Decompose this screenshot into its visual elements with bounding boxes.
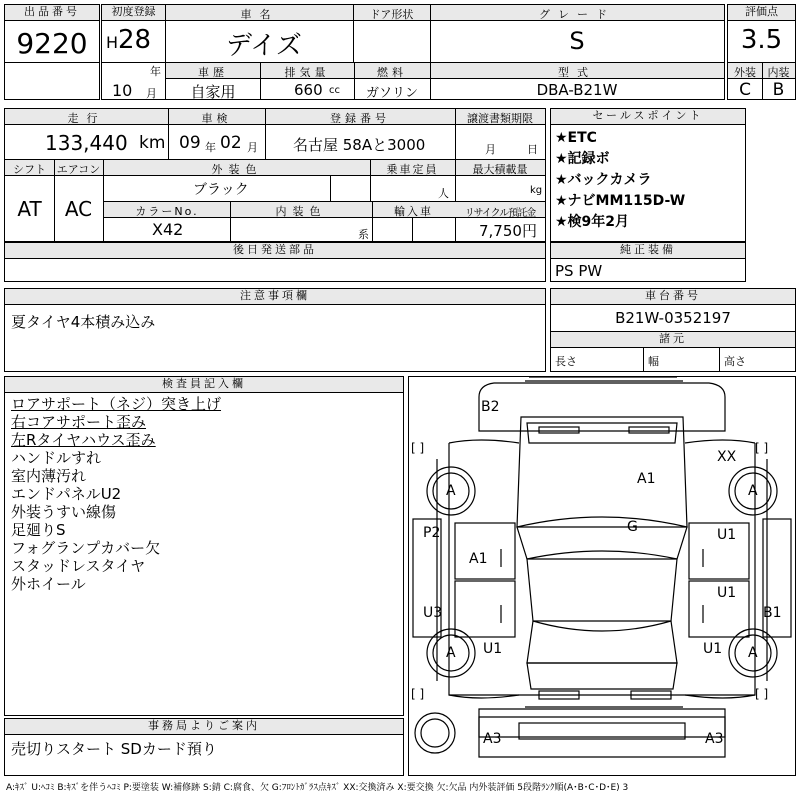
exterior-color-label: 外装色 [211, 163, 263, 176]
label-a-rear-left: A [446, 645, 456, 661]
label-u1-right-bottom: U1 [703, 641, 723, 657]
chassis-title: 車台番号 [551, 289, 795, 305]
mileage-unit: km [139, 133, 166, 153]
inspector-line: フォグランプカバー欠 [11, 539, 161, 557]
label-u1-right-front: U1 [717, 527, 737, 543]
history: 自家用 [190, 83, 236, 101]
specs-title: 諸元 [551, 332, 795, 348]
era: H [106, 33, 119, 52]
inspector-line: ロアサポート（ネジ）突き上げ [11, 395, 222, 413]
insp-month: 02 [220, 133, 242, 153]
inspector-line: 足廻りS [11, 521, 66, 539]
chassis-box [550, 288, 796, 372]
bracket-rear-right: [ ] [755, 687, 769, 701]
inspector-box [4, 376, 404, 716]
car-outline [409, 377, 795, 775]
label-a1-left: A1 [469, 551, 488, 567]
mileage-label: 走行 [67, 112, 106, 125]
office-value: 売切りスタート SDカード預り [11, 740, 217, 758]
inspector-line: 外装うすい線傷 [11, 503, 117, 521]
bracket-right: [ ] [755, 441, 769, 455]
loading-unit: kg [530, 185, 543, 196]
header-block [4, 4, 796, 104]
label-p2: P2 [423, 525, 441, 541]
door-label: ドア形状 [369, 8, 414, 21]
exterior-color: ブラック [193, 182, 249, 198]
first-reg-box [101, 4, 166, 100]
inspector-line: スタッドレスタイヤ [11, 557, 146, 575]
model: DBA-B21W [536, 81, 618, 99]
shift: AT [17, 197, 42, 221]
width-label: 幅 [648, 355, 659, 368]
reg-no-label: 登録番号 [330, 112, 390, 125]
displacement-label: 排気量 [284, 66, 330, 79]
transfer-label: 譲渡書類期限 [467, 112, 533, 125]
label-a3-left: A3 [483, 731, 502, 747]
office-title: 事務局よりご案内 [5, 719, 403, 735]
sales-point-item: ★検9年2月 [555, 214, 630, 230]
office-box [4, 718, 404, 776]
sales-point-item: ★ETC [555, 130, 597, 146]
insp-year-unit: 年 [205, 141, 216, 154]
inspector-line: 左Rタイヤハウス歪み [11, 431, 156, 449]
vehicle-detail-grid [4, 108, 546, 242]
mileage: 133,440 [45, 131, 128, 155]
transfer-day-unit: 日 [527, 143, 538, 156]
notes-title: 注意事項欄 [5, 289, 545, 305]
ac: AC [64, 197, 93, 221]
genuine-title: 純正装備 [551, 243, 745, 259]
genuine-box [550, 242, 746, 282]
notes-value: 夏タイヤ4本積み込み [11, 313, 156, 331]
label-u1-left-rear: U1 [483, 641, 503, 657]
capacity-unit: 人 [438, 187, 449, 200]
label-u3: U3 [423, 605, 443, 621]
sales-points-title: セールスポイント [551, 109, 745, 125]
insp-month-unit: 月 [247, 141, 258, 154]
exterior-grade: C [739, 80, 751, 100]
sales-point-item: ★バックカメラ [555, 172, 652, 188]
reg-no: 名古屋 58Aと3000 [293, 136, 426, 154]
bracket-rear-left: [ ] [411, 687, 425, 701]
capacity-label: 乗車定員 [386, 163, 439, 176]
inspector-title: 検査員記入欄 [5, 377, 403, 393]
history-label: 車歴 [198, 66, 228, 79]
label-a-front-right: A [748, 483, 758, 499]
bracket-left: [ ] [411, 441, 425, 455]
label-a1-hood: A1 [637, 471, 656, 487]
ac-label: エアコン [56, 163, 101, 176]
reg-year-unit: 年 [150, 65, 161, 78]
rating: 3.5 [740, 25, 783, 55]
sales-point-item: ★記録ボ [555, 151, 610, 167]
sales-points-box [550, 108, 746, 242]
height-label: 高さ [724, 355, 746, 368]
interior-color-unit: 系 [358, 228, 369, 241]
model-label: 型式 [558, 66, 596, 79]
lot-label: 出品番号 [5, 5, 99, 21]
insp-year: 09 [179, 133, 201, 153]
label-b2: B2 [481, 399, 500, 415]
chassis-value: B21W-0352197 [615, 309, 731, 327]
genuine-value: PS PW [555, 262, 603, 280]
color-no-label: カラーNo. [135, 205, 199, 218]
displacement: 660 [294, 81, 323, 99]
car-info-grid [165, 4, 725, 100]
transfer-month-unit: 月 [485, 143, 496, 156]
reg-year: 28 [118, 25, 152, 55]
length-label: 長さ [555, 355, 577, 368]
interior-label: 内装 [767, 66, 790, 79]
color-no: X42 [152, 220, 184, 239]
displacement-unit: cc [329, 85, 340, 96]
later-parts-box [4, 242, 546, 282]
label-u1-right-rear: U1 [717, 585, 737, 601]
exterior-label: 外装 [734, 66, 756, 79]
fuel-label: 燃料 [377, 66, 407, 79]
later-parts-title: 後日発送部品 [5, 243, 545, 259]
car-name: デイズ [226, 31, 302, 61]
damage-diagram [408, 376, 796, 776]
rating-label: 評価点 [728, 5, 795, 21]
fuel: ガソリン [365, 86, 418, 101]
grade: S [569, 27, 585, 55]
recycle-label: リサイクル預託金 [464, 208, 536, 219]
label-b1: B1 [763, 605, 782, 621]
car-name-label: 車名 [240, 8, 279, 21]
import-label: 輸入車 [394, 205, 433, 218]
shift-label: シフト [13, 163, 46, 176]
inspector-line: 外ホイール [11, 575, 86, 593]
sales-point-item: ★ナビMM115D-W [555, 193, 686, 209]
label-a-rear-right: A [748, 645, 758, 661]
reg-month: 10 [112, 81, 133, 100]
loading-label: 最大積載量 [472, 163, 528, 176]
label-xx: XX [717, 449, 737, 465]
notes-box [4, 288, 546, 372]
grade-label: グレード [539, 8, 615, 21]
inspector-line: 右コアサポート歪み [11, 413, 147, 431]
lot-number: 9220 [16, 27, 88, 60]
interior-grade: B [772, 80, 785, 100]
label-g: G [627, 519, 638, 535]
inspection-label: 車検 [201, 112, 232, 125]
interior-color-label: 内装色 [275, 205, 327, 218]
inspector-line: 室内薄汚れ [11, 467, 87, 485]
recycle: 7,750円 [479, 222, 537, 240]
lot-box [4, 4, 100, 100]
inspector-line: エンドパネルU2 [11, 485, 122, 503]
first-reg-label: 初度登録 [102, 5, 165, 21]
reg-month-unit: 月 [146, 87, 157, 100]
legend: A:ｷｽﾞ U:ﾍｺﾐ B:ｷｽﾞを伴うﾍｺﾐ P:要塗装 W:補修跡 S:錆 C:腐食、欠 G:ﾌﾛﾝﾄｶﾞﾗｽ点ｷｽﾞ XX:交換済み X:要交換 欠:欠品 内外装評価 5段階ﾗﾝｸ順(A･B･C･D･E) 3 [6, 783, 629, 793]
label-a-front-left: A [446, 483, 456, 499]
inspector-line: ハンドルすれ [11, 449, 102, 467]
label-a3-right: A3 [705, 731, 724, 747]
rating-box [727, 4, 796, 100]
